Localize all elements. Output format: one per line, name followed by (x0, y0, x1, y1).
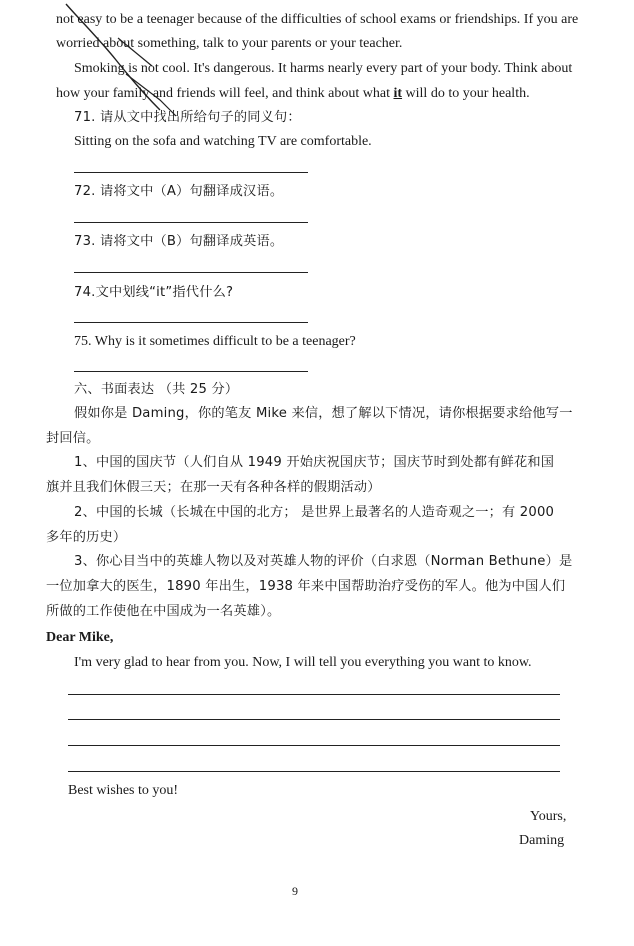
writing-point-3a: 3、你心目当中的英雄人物以及对英雄人物的评价（白求恩（Norman Bethune）是 (74, 554, 573, 569)
writing-intro-2: 封回信。 (46, 431, 100, 446)
answer-line-75[interactable] (74, 371, 308, 372)
letter-yours: Yours, (530, 809, 567, 824)
letter-writing-line-3[interactable] (68, 745, 560, 746)
question-71-title: 71. 请从文中找出所给句子的同义句： (74, 110, 301, 125)
letter-closing: Best wishes to you! (68, 783, 179, 798)
letter-opening: I'm very glad to hear from you. Now, I will tell you everything you want to know. (74, 655, 532, 670)
answer-line-71[interactable] (74, 172, 308, 173)
passage-line-4 (56, 85, 530, 103)
passage-line-2: worried about something, talk to your parents or your teacher. (56, 36, 403, 51)
writing-intro-1: 假如你是 Daming，你的笔友 Mike 来信，想了解以下情况，请你根据要求给他写一 (74, 406, 573, 421)
passage-line-1: not easy to be a teenager because of the difficulties of school exams or friendships. If you are (56, 12, 579, 27)
writing-point-3c: 所做的工作使他在中国成为一名英雄）。 (46, 604, 281, 619)
letter-writing-line-4[interactable] (68, 771, 560, 772)
question-75: 75. Why is it sometimes difficult to be a teenager? (74, 334, 356, 349)
question-72: 72. 请将文中（A）句翻译成汉语。 (74, 184, 284, 199)
writing-point-2a: 2、中国的长城（长城在中国的北方； 是世界上最著名的人造奇观之一；有 2000 (74, 505, 555, 520)
question-71-sentence: Sitting on the sofa and watching TV are comfortable. (74, 134, 372, 149)
writing-point-1b: 旗并且我们休假三天；在那一天有各种各样的假期活动） (46, 480, 381, 495)
page-number: 9 (292, 884, 298, 898)
letter-salutation: Dear Mike, (46, 630, 114, 645)
letter-signature: Daming (519, 833, 565, 848)
passage-line-4-pre: how your family and friends will feel, and think about what (56, 86, 394, 101)
question-73: 73. 请将文中（B）句翻译成英语。 (74, 234, 284, 249)
answer-line-73[interactable] (74, 272, 308, 273)
writing-heading: 六、书面表达 （共 25 分） (74, 382, 239, 397)
underlined-it: it (393, 86, 403, 101)
writing-point-2b: 多年的历史） (46, 530, 127, 545)
letter-writing-line-1[interactable] (68, 694, 560, 695)
letter-writing-line-2[interactable] (68, 719, 560, 720)
passage-line-3: Smoking is not cool. It's dangerous. It harms nearly every part of your body. Think about (74, 61, 573, 76)
writing-point-1a: 1、中国的国庆节（人们自从 1949 开始庆祝国庆节；国庆节时到处都有鲜花和国 (74, 455, 555, 470)
writing-point-3b: 一位加拿大的医生，1890 年出生，1938 年来中国帮助治疗受伤的军人。他为中国人们 (46, 579, 566, 594)
passage-line-4-post: will do to your health. (402, 86, 530, 101)
question-74: 74.文中划线“it”指代什么? (74, 285, 234, 300)
answer-line-74[interactable] (74, 322, 308, 323)
answer-line-72[interactable] (74, 222, 308, 223)
